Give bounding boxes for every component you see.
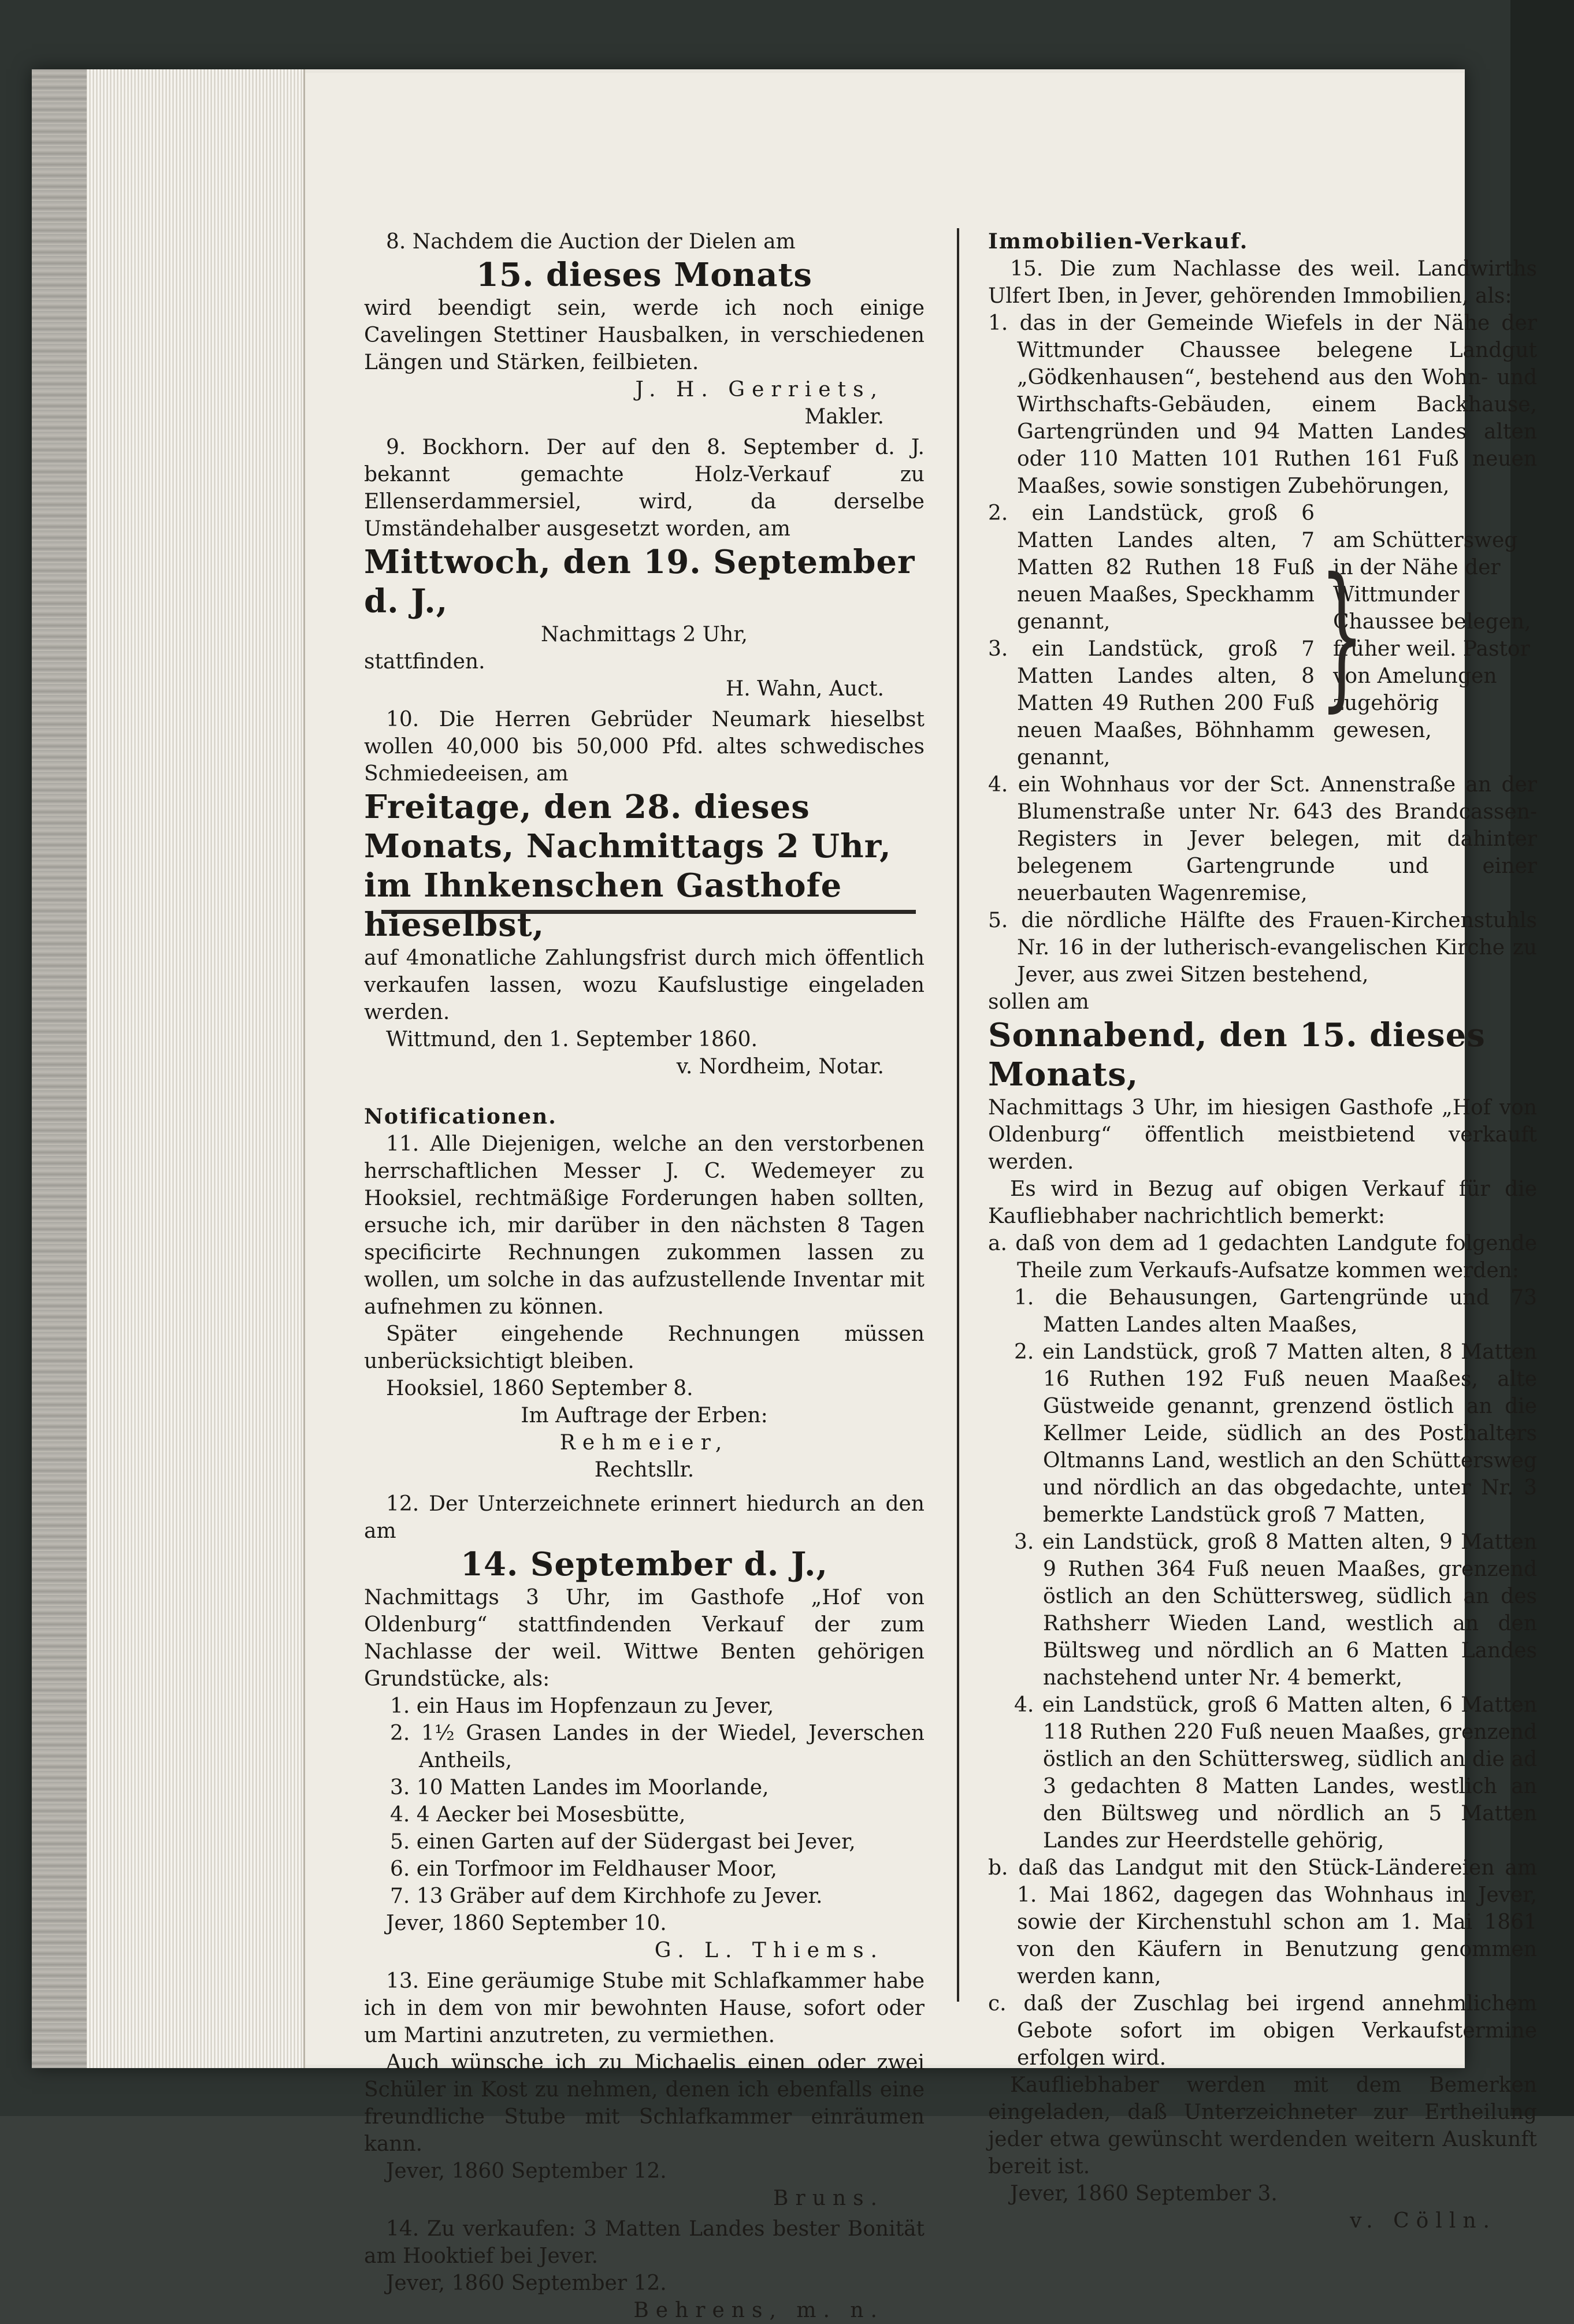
- notice-8-role: Makler.: [804, 405, 884, 429]
- notice-15-body4: Kaufliebhaber werden mit dem Bemerken eingeladen, daß Unterzeichneter zur Ertheilung jeder etwa gewünscht werdenden weitern Auskunft bereit ist.: [988, 2073, 1537, 2178]
- book-spine-edge: [32, 69, 87, 2068]
- list-item: 3. 10 Matten Landes im Moorlande,: [390, 1776, 769, 1799]
- list-item: 1. die Behausungen, Gartengründe und 73 Matten Landes alten Maaßes,: [1014, 1286, 1537, 1337]
- notice-11-signature: Rehmeier,: [559, 1431, 729, 1455]
- list-item: 4. 4 Aecker bei Mosesbütte,: [390, 1803, 686, 1827]
- notice-15-item-2: 2. ein Landstück, groß 6 Matten Landes alten, 7 Matten 82 Ruthen 18 Fuß neuen Maaßes, Speckhamm genannt,: [988, 501, 1315, 634]
- notice-12-place: Jever, 1860 September 10.: [386, 1912, 667, 1935]
- notice-9-time: Nachmittags 2 Uhr,: [541, 623, 748, 646]
- notice-15: [988, 255, 1537, 2234]
- notice-9-date: Mittwoch, den 19. September d. J.,: [364, 543, 915, 620]
- notice-12-list: [364, 1693, 925, 1910]
- notice-12: [364, 1490, 925, 1964]
- notice-8-body: wird beendigt sein, werde ich noch einige Cavelingen Stettiner Hausbalken, in verschiedenen Längen und Stärken, feilbieten.: [364, 296, 925, 374]
- notice-15-item-3: 3. ein Landstück, groß 7 Matten Landes alten, 8 Matten 49 Ruthen 200 Fuß neuen Maaßes, Böhnhamm genannt,: [988, 637, 1315, 769]
- notice-12-body: Nachmittags 3 Uhr, im Gasthofe „Hof von Oldenburg“ stattfindenden Verkauf der zum Nachlasse der weil. Wittwe Benten gehörigen Grundstücke, als:: [364, 1586, 925, 1691]
- brace-glyph: }: [1319, 544, 1365, 726]
- notice-14-signature: Behrens, m. n.: [633, 2299, 884, 2322]
- notice-11-role: Rechtsllr.: [594, 1458, 695, 1482]
- notice-12-intro: 12. Der Unterzeichnete erinnert hiedurch an den am: [364, 1492, 925, 1543]
- notice-13-body: 13. Eine geräumige Stube mit Schlafkammer habe ich in dem von mir bewohnten Hause, sofort oder um Martini anzutreten, zu vermiethen.: [364, 1969, 925, 2047]
- notice-8-date: 15. dieses Monats: [476, 256, 812, 294]
- list-item: 2. ein Landstück, groß 7 Matten alten, 8 Matten 16 Ruthen 192 Fuß neuen Maaßes, alte Güstweide genannt, grenzend östlich an die Kellmer Leide, südlich an des Posthalters Oltmanns Land, westlich an den Schüttersweg und nördlich an das obgedachte, unter Nr. 3 bemerkte Landstück groß 7 Matten,: [1014, 1340, 1537, 1527]
- notice-8-intro: 8. Nachdem die Auction der Dielen am: [386, 230, 796, 254]
- notice-9-end: stattfinden.: [364, 650, 485, 674]
- notice-8: [364, 228, 925, 430]
- list-item: 6. ein Torfmoor im Feldhauser Moor,: [390, 1857, 777, 1881]
- notice-10-place: Wittmund, den 1. September 1860.: [386, 1028, 758, 1051]
- notice-15-date: Sonnabend, den 15. dieses Monats,: [988, 1016, 1486, 1094]
- notifications-heading: Notificationen.: [364, 1105, 557, 1129]
- notice-15-body3: Es wird in Bezug auf obigen Verkauf für die Kaufliebhaber nachrichtlich bemerkt:: [988, 1177, 1537, 1228]
- notice-11-body2: Später eingehende Rechnungen müssen unberücksichtigt bleiben.: [364, 1322, 925, 1373]
- notice-15-clause-c: c. daß der Zuschlag bei irgend annehmlichem Gebote sofort im obigen Verkaufstermine erfolgen wird.: [988, 1992, 1537, 2070]
- list-item: 2. 1½ Grasen Landes in der Wiedel, Jeverschen Antheils,: [390, 1721, 925, 1772]
- notice-13-body2: Auch wünsche ich zu Michaelis einen oder zwei Schüler in Kost zu nehmen, denen ich ebenfalls eine freundliche Stube mit Schlafkammer einräumen kann.: [364, 2051, 925, 2156]
- notice-8-signature: J. H. Gerriets,: [635, 378, 884, 401]
- notice-14-place: Jever, 1860 September 12.: [386, 2271, 667, 2295]
- notice-11-behalf: Im Auftrage der Erben:: [521, 1404, 768, 1427]
- notice-9-body: 9. Bockhorn. Der auf den 8. September d. J. bekannt gemachte Holz-Verkauf zu Ellenserdammersiel, wird, da derselbe Umständehalber ausgesetzt worden, am: [364, 436, 925, 541]
- list-item: 5. einen Garten auf der Südergast bei Jever,: [390, 1830, 856, 1854]
- notice-9-signature: H. Wahn, Auct.: [725, 677, 884, 701]
- notice-12-date: 14. September d. J.,: [461, 1545, 828, 1583]
- notice-11-body: 11. Alle Diejenigen, welche an den verstorbenen herrschaftlichen Messer J. C. Wedemeyer zu Hooksiel, rechtmäßige Forderungen haben sollten, ersuche ich, mir darüber in den nächsten 8 Tagen specificirte Rechnungen zukommen lassen zu wollen, um solche in das aufzustellende Inventar mit aufnehmen zu können.: [364, 1132, 925, 1319]
- notice-15-brace-note: am Schüttersweg in der Nähe der Wittmunder Chaussee belegen, früher weil. Pastor von Amelungen zugehörig gewesen,: [1333, 529, 1531, 742]
- notice-15-a-list: [988, 1284, 1537, 1854]
- notice-11-place: Hooksiel, 1860 September 8.: [386, 1377, 693, 1400]
- notice-10: [364, 706, 925, 1080]
- list-item: 1. ein Haus im Hopfenzaun zu Jever,: [390, 1694, 774, 1718]
- notice-10-date: Freitage, den 28. dieses Monats, Nachmittags 2 Uhr, im Ihnkenschen Gasthofe hieselbst,: [364, 788, 892, 944]
- notice-14-body: 14. Zu verkaufen: 3 Matten Landes bester Bonität am Hooktief bei Jever.: [364, 2217, 925, 2268]
- notice-15-place: Jever, 1860 September 3.: [1010, 2182, 1278, 2206]
- notice-10-body2: auf 4monatliche Zahlungsfrist durch mich öffentlich verkaufen lassen, wozu Kaufslustige eingeladen werden.: [364, 946, 925, 1024]
- notice-11: [364, 1131, 925, 1483]
- list-item: 4. ein Landstück, groß 6 Matten alten, 6 Matten 118 Ruthen 220 Fuß neuen Maaßes, grenzend östlich an den Schüttersweg, südlich an die ad 3 gedachten 8 Matten Landes, westlich an den Bültsweg und nördlich an 5 Matten Landes zur Heerdstelle gehörig,: [1014, 1693, 1537, 1853]
- notice-15-item-4: 4. ein Wohnhaus vor der Sct. Annenstraße an der Blumenstraße unter Nr. 643 des Brandcassen-Registers in Jever belegen, mit dahinter belegenem Gartengrunde und einer neuerbauten Wagenremise,: [988, 773, 1537, 905]
- notice-13-place: Jever, 1860 September 12.: [386, 2159, 667, 2183]
- notice-15-body: 15. Die zum Nachlasse des weil. Landwirths Ulfert Iben, in Jever, gehörenden Immobilien, als:: [988, 257, 1537, 308]
- notice-15-clause-b: b. daß das Landgut mit den Stück-Ländereien am 1. Mai 1862, dagegen das Wohnhaus in Jever, sowie der Kirchenstuhl schon am 1. Mai 1861 von den Käufern in Benutzung genommen werden kann,: [988, 1856, 1537, 1988]
- real-estate-heading: Immobilien-Verkauf.: [988, 229, 1249, 254]
- notice-13-signature: Bruns.: [773, 2187, 884, 2210]
- notice-10-signature: v. Nordheim, Notar.: [676, 1055, 884, 1079]
- notice-15-item-5: 5. die nördliche Hälfte des Frauen-Kirchenstuhls Nr. 16 in der lutherisch-evangelischen Kirche zu Jever, aus zwei Sitzen bestehend,: [988, 909, 1537, 987]
- list-item: 7. 13 Gräber auf dem Kirchhofe zu Jever.: [390, 1884, 823, 1908]
- column-divider: [957, 228, 959, 2002]
- notice-15-signature: v. Cölln.: [1350, 2209, 1497, 2233]
- notice-15-brace-group: [988, 500, 1537, 771]
- notice-9: [364, 434, 925, 702]
- notice-15-item-1: 1. das in der Gemeinde Wiefels in der Nähe der Wittmunder Chaussee belegene Landgut „Gödkenhausen“, bestehend aus den Wohn- und Wirthschafts-Gebäuden, einem Backhause, Gartengründen und 94 Matten Landes alten oder 110 Matten 101 Ruthen 161 Fuß neuen Maaßes, sowie sonstigen Zubehörungen,: [988, 311, 1537, 498]
- notice-15-sollen: sollen am: [988, 990, 1089, 1014]
- list-item: 3. ein Landstück, groß 8 Matten alten, 9 Matten 9 Ruthen 364 Fuß neuen Maaßes, grenzend östlich an den Schüttersweg, südlich an des Rathsherr Wieden Land, westlich an den Bültsweg und nördlich an 6 Matten Landes nachstehend unter Nr. 4 bemerkt,: [1014, 1530, 1537, 1690]
- notice-15-clause-a: a. daß von dem ad 1 gedachten Landgute folgende Theile zum Verkaufs-Aufsatze kommen werden:: [988, 1232, 1537, 1282]
- right-column: [988, 228, 1537, 2234]
- notice-12-signature: G. L. Thiems.: [654, 1939, 884, 1962]
- notice-13: [364, 1968, 925, 2212]
- left-column: [364, 228, 925, 2324]
- notice-10-body: 10. Die Herren Gebrüder Neumark hieselbst wollen 40,000 bis 50,000 Pfd. altes schwedisches Schmiedeeisen, am: [364, 708, 925, 786]
- notice-15-body2: Nachmittags 3 Uhr, im hiesigen Gasthofe „Hof von Oldenburg“ öffentlich meistbietend verkauft werden.: [988, 1096, 1537, 1174]
- notice-14: [364, 2215, 925, 2324]
